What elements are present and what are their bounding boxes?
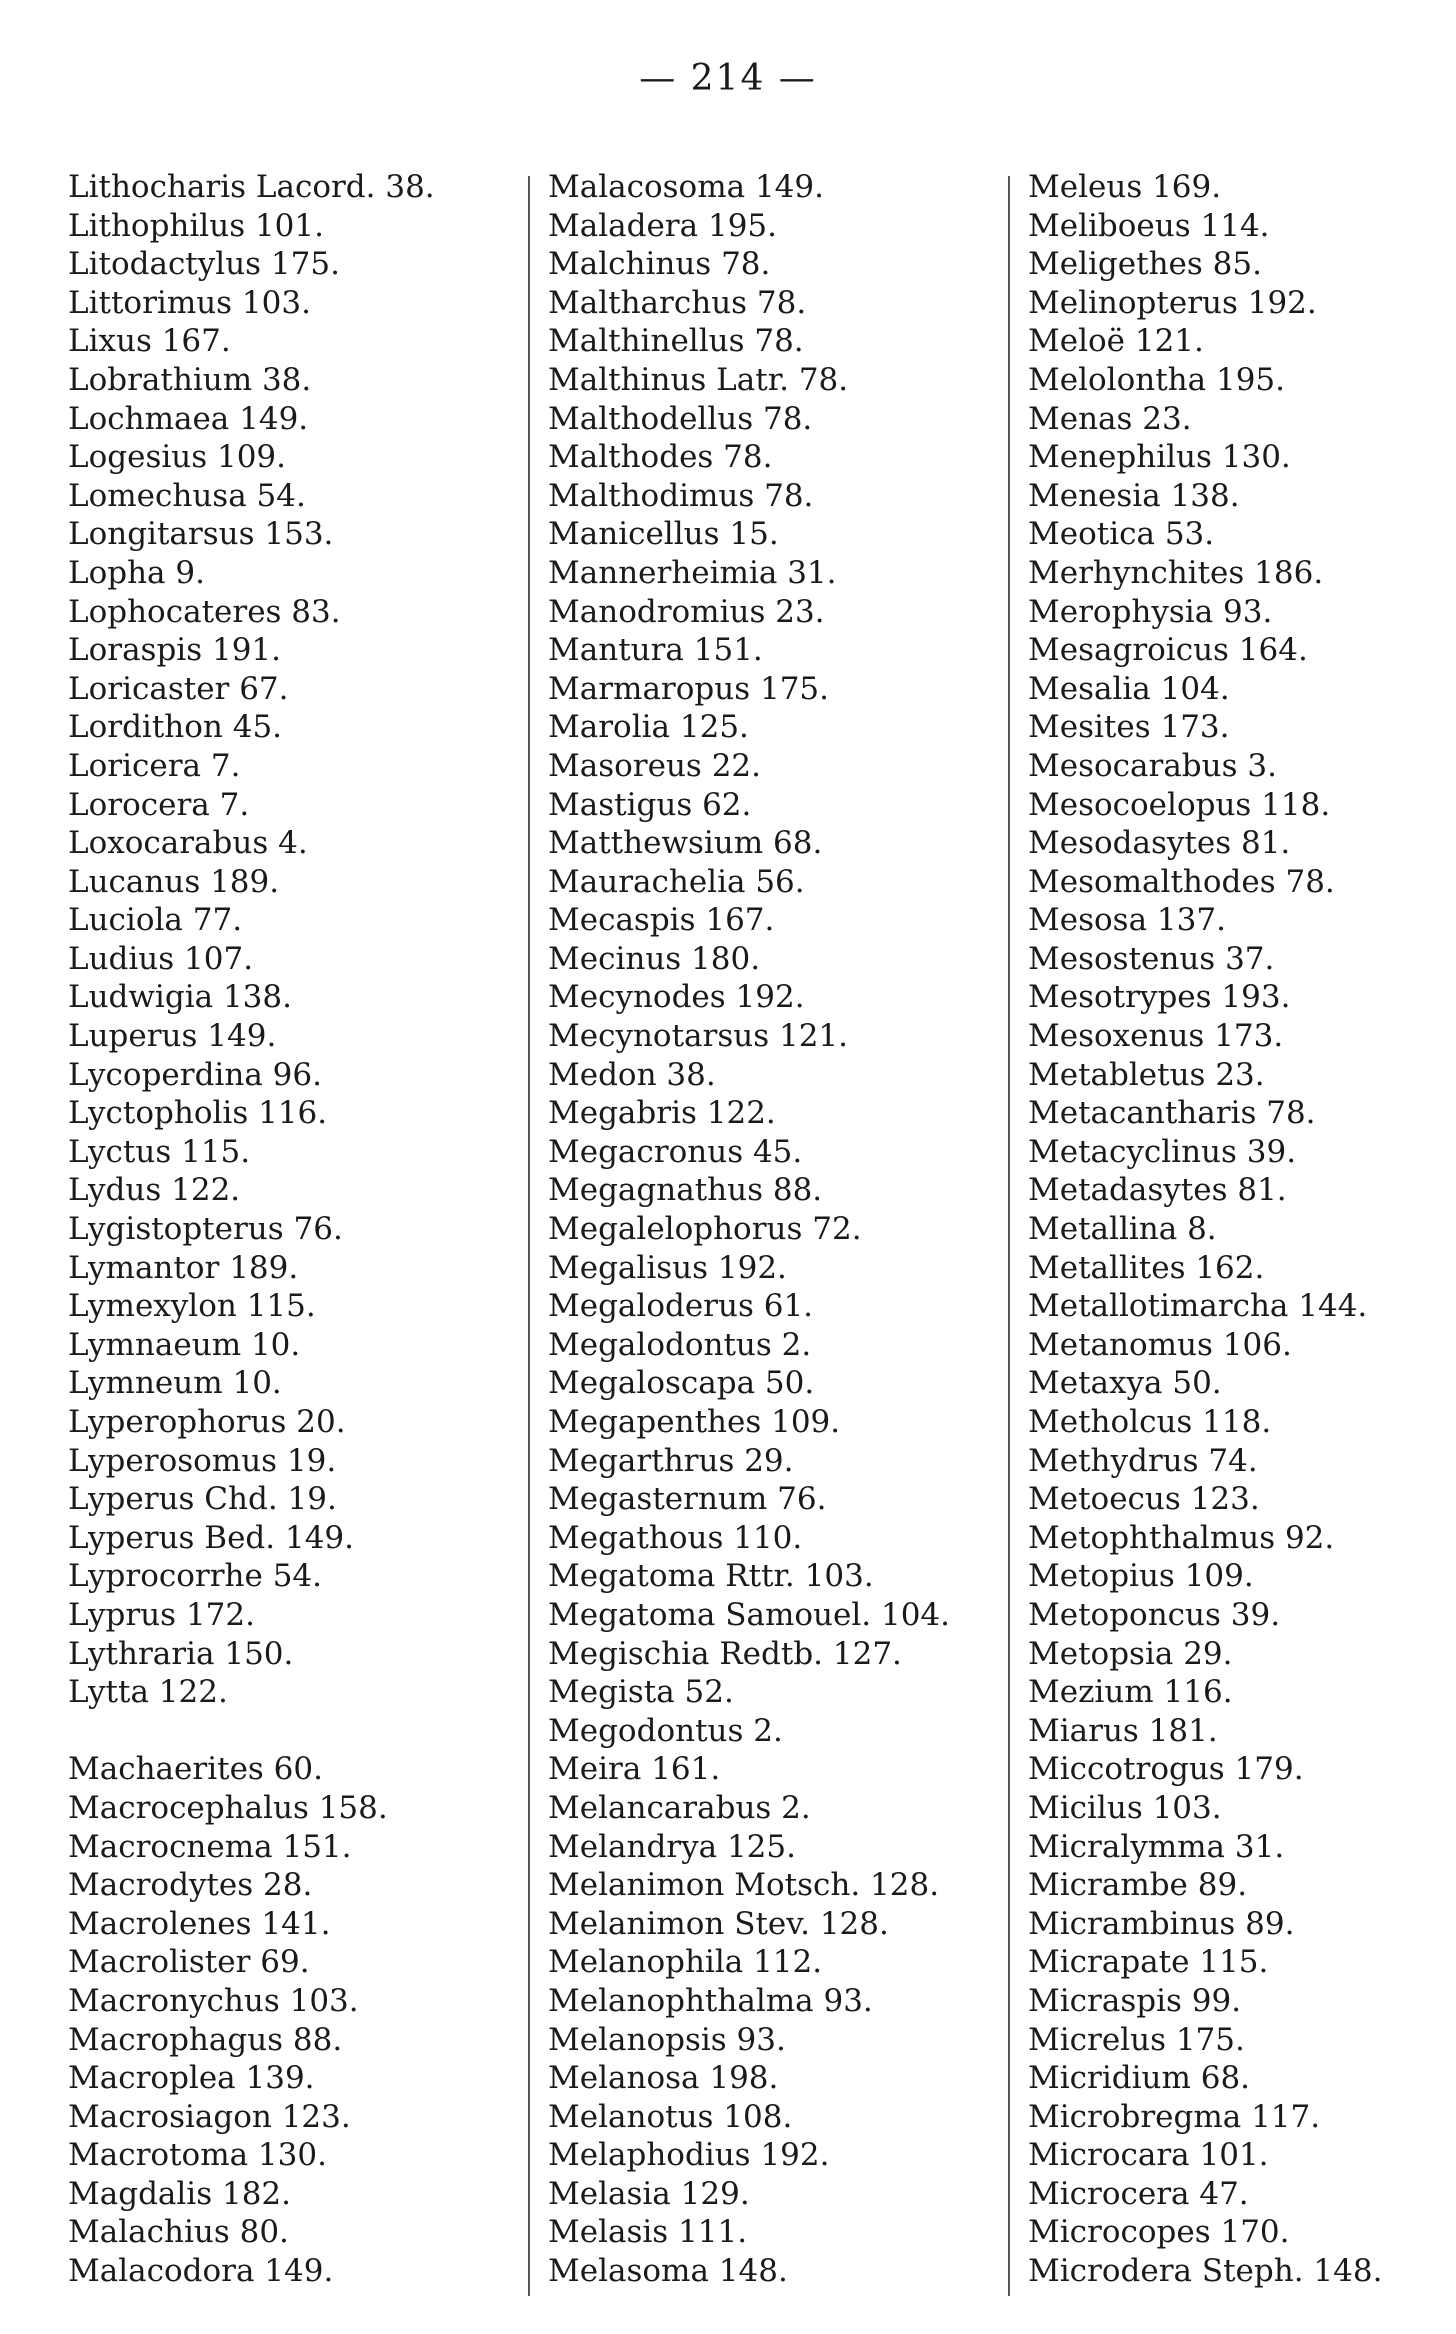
index-entry: Lixus 167. bbox=[68, 323, 231, 360]
index-entry: Manicellus 15. bbox=[548, 516, 779, 553]
index-entry: Loricera 7. bbox=[68, 747, 241, 784]
index-entry: Megista 52. bbox=[548, 1674, 734, 1711]
index-entry: Metacantharis 78. bbox=[1028, 1095, 1316, 1132]
index-entry: Macrosiagon 123. bbox=[68, 2098, 351, 2135]
index-entry: Lomechusa 54. bbox=[68, 477, 306, 514]
index-entry: Micrambe 89. bbox=[1028, 1867, 1248, 1904]
index-entry: Meleus 169. bbox=[1028, 169, 1222, 205]
index-entry: Lymexylon 115. bbox=[68, 1288, 316, 1325]
index-entry: Lygistopterus 76. bbox=[68, 1211, 343, 1248]
index-entry: Metoecus 123. bbox=[1028, 1481, 1260, 1518]
index-entry: Meloë 121. bbox=[1028, 323, 1204, 360]
index-entry: Mesodasytes 81. bbox=[1028, 825, 1291, 862]
index-entry: Micridium 68. bbox=[1028, 2060, 1251, 2097]
index-entry: Macrolister 69. bbox=[68, 1944, 310, 1981]
index-entry: Lophocateres 83. bbox=[68, 593, 341, 630]
index-entry: Lobrathium 38. bbox=[68, 361, 312, 398]
index-entry: Melanotus 108. bbox=[548, 2098, 793, 2135]
index-column-2 bbox=[548, 168, 950, 2291]
index-entry: Lymnaeum 10. bbox=[68, 1326, 301, 1363]
index-entry: Micralymma 31. bbox=[1028, 1828, 1285, 1865]
index-entry: Mesoxenus 173. bbox=[1028, 1018, 1284, 1055]
index-entry: Microcara 101. bbox=[1028, 2137, 1269, 2174]
index-entry: Metabletus 23. bbox=[1028, 1056, 1265, 1093]
index-entry: Metallina 8. bbox=[1028, 1211, 1217, 1248]
index-entry: Metacyclinus 39. bbox=[1028, 1133, 1297, 1170]
index-entry: Mecaspis 167. bbox=[548, 902, 775, 939]
index-entry: Mesomalthodes 78. bbox=[1028, 863, 1335, 900]
index-entry: Machaerites 60. bbox=[68, 1751, 323, 1788]
index-entry: Meligethes 85. bbox=[1028, 246, 1262, 283]
index-entry: Merhynchites 186. bbox=[1028, 554, 1324, 591]
index-entry: Megarthrus 29. bbox=[548, 1442, 794, 1479]
index-entry: Metaxya 50. bbox=[1028, 1365, 1222, 1402]
index-entry: Loricaster 67. bbox=[68, 670, 289, 707]
index-entry: Miarus 181. bbox=[1028, 1712, 1218, 1749]
index-entry: Ludius 107. bbox=[68, 940, 254, 977]
index-entry: Macroplea 139. bbox=[68, 2060, 315, 2097]
index-entry: Ludwigia 138. bbox=[68, 979, 292, 1016]
index-entry: Malthinellus 78. bbox=[548, 323, 804, 360]
index-entry: Lydus 122. bbox=[68, 1172, 241, 1209]
index-entry: Melanimon Motsch. 128. bbox=[548, 1867, 940, 1904]
index-entry: Maltharchus 78. bbox=[548, 284, 807, 321]
index-entry: Megacronus 45. bbox=[548, 1133, 803, 1170]
index-entry: Macrocephalus 158. bbox=[68, 1789, 388, 1826]
index-entry: Mesosa 137. bbox=[1028, 902, 1226, 939]
index-entry: Micrapate 115. bbox=[1028, 1944, 1269, 1981]
index-entry: Lochmaea 149. bbox=[68, 400, 309, 437]
index-entry: Lythraria 150. bbox=[68, 1635, 294, 1672]
index-entry: Melanophila 112. bbox=[548, 1944, 823, 1981]
column-rule-1 bbox=[528, 176, 530, 2296]
index-entry: Melaphodius 192. bbox=[548, 2137, 830, 2174]
index-entry: Lytta 122. bbox=[68, 1674, 228, 1711]
index-entry: Littorimus 103. bbox=[68, 284, 311, 321]
index-entry: Mezium 116. bbox=[1028, 1674, 1233, 1711]
index-entry: Meira 161. bbox=[548, 1751, 721, 1788]
index-entry: Lyperus Bed. 149. bbox=[68, 1519, 354, 1556]
index-entry: Lyctopholis 116. bbox=[68, 1095, 328, 1132]
index-entry: Longitarsus 153. bbox=[68, 516, 334, 553]
index-entry: Macrotoma 130. bbox=[68, 2137, 327, 2174]
index-entry: Magdalis 182. bbox=[68, 2175, 292, 2212]
index-entry: Megischia Redtb. 127. bbox=[548, 1635, 902, 1672]
index-entry: Megapenthes 109. bbox=[548, 1404, 841, 1440]
index-entry: Megatoma Rttr. 103. bbox=[548, 1558, 874, 1595]
index-entry: Mantura 151. bbox=[548, 632, 763, 669]
index-entry: Lithocharis Lacord. 38. bbox=[68, 169, 435, 205]
index-entry: Melasia 129. bbox=[548, 2175, 750, 2212]
index-entry: Megaloscapa 50. bbox=[548, 1365, 815, 1402]
page-number: — 214 — bbox=[639, 58, 817, 99]
index-entry: Microcopes 170. bbox=[1028, 2214, 1290, 2251]
index-entry: Merophysia 93. bbox=[1028, 593, 1273, 630]
index-entry: Lyperophorus 20. bbox=[68, 1404, 346, 1440]
index-entry: Macrolenes 141. bbox=[68, 1905, 331, 1942]
index-entry: Melandrya 125. bbox=[548, 1828, 796, 1865]
index-entry: Lymneum 10. bbox=[68, 1365, 282, 1402]
index-entry: Macrodytes 28. bbox=[68, 1867, 313, 1904]
index-entry: Metallotimarcha 144. bbox=[1028, 1288, 1368, 1325]
index-entry: Matthewsium 68. bbox=[548, 825, 823, 862]
index-entry: Micrelus 175. bbox=[1028, 2021, 1245, 2058]
index-entry: Megatoma Samouel. 104. bbox=[548, 1596, 951, 1633]
index-entry: Melanophthalma 93. bbox=[548, 1982, 873, 2019]
index-entry: Mecynodes 192. bbox=[548, 979, 805, 1016]
index-entry bbox=[68, 1712, 435, 1751]
index-entry: Lucanus 189. bbox=[68, 863, 280, 900]
index-entry: Lorocera 7. bbox=[68, 786, 250, 823]
index-entry: Metopsia 29. bbox=[1028, 1635, 1233, 1672]
index-entry: Maurachelia 56. bbox=[548, 863, 805, 900]
index-entry: Lordithon 45. bbox=[68, 709, 283, 746]
index-entry: Micrambinus 89. bbox=[1028, 1905, 1295, 1942]
index-entry: Litodactylus 175. bbox=[68, 246, 340, 283]
index-entry: Maladera 195. bbox=[548, 207, 777, 244]
index-entry: Meliboeus 114. bbox=[1028, 207, 1270, 244]
index-entry: Micilus 103. bbox=[1028, 1789, 1222, 1826]
index-entry: Mesalia 104. bbox=[1028, 670, 1230, 707]
index-column-1 bbox=[68, 168, 435, 2291]
index-entry: Mecinus 180. bbox=[548, 940, 761, 977]
index-entry: Lithophilus 101. bbox=[68, 207, 324, 244]
index-entry: Melancarabus 2. bbox=[548, 1789, 811, 1826]
index-entry: Megasternum 76. bbox=[548, 1481, 827, 1518]
index-entry: Mastigus 62. bbox=[548, 786, 752, 823]
index-entry: Malthodimus 78. bbox=[548, 477, 814, 514]
index-entry: Malchinus 78. bbox=[548, 246, 771, 283]
index-entry: Macrocnema 151. bbox=[68, 1828, 352, 1865]
index-entry: Megalelophorus 72. bbox=[548, 1211, 862, 1248]
index-entry: Melolontha 195. bbox=[1028, 361, 1285, 398]
index-entry: Loraspis 191. bbox=[68, 632, 282, 669]
index-entry: Lyperosomus 19. bbox=[68, 1442, 337, 1479]
index-entry: Microcera 47. bbox=[1028, 2175, 1249, 2212]
index-entry: Megodontus 2. bbox=[548, 1712, 783, 1749]
index-entry: Mesites 173. bbox=[1028, 709, 1230, 746]
index-entry: Micraspis 99. bbox=[1028, 1982, 1242, 2019]
index-entry: Lyctus 115. bbox=[68, 1133, 251, 1170]
index-entry: Marmaropus 175. bbox=[548, 670, 829, 707]
index-entry: Lymantor 189. bbox=[68, 1249, 299, 1286]
index-column-3 bbox=[1028, 168, 1382, 2291]
index-entry: Menas 23. bbox=[1028, 400, 1192, 437]
index-entry: Metholcus 118. bbox=[1028, 1404, 1272, 1440]
index-entry: Mecynotarsus 121. bbox=[548, 1018, 849, 1055]
index-entry: Metophthalmus 92. bbox=[1028, 1519, 1335, 1556]
index-entry: Lopha 9. bbox=[68, 554, 205, 591]
index-entry: Luciola 77. bbox=[68, 902, 243, 939]
index-entry: Megagnathus 88. bbox=[548, 1172, 823, 1209]
index-entry: Lyprus 172. bbox=[68, 1596, 255, 1633]
index-entry: Macronychus 103. bbox=[68, 1982, 359, 2019]
index-entry: Mesotrypes 193. bbox=[1028, 979, 1291, 1016]
index-entry: Lyprocorrhe 54. bbox=[68, 1558, 323, 1595]
index-entry: Metoponcus 39. bbox=[1028, 1596, 1281, 1633]
index-entry: Metadasytes 81. bbox=[1028, 1172, 1287, 1209]
index-entry: Megalodontus 2. bbox=[548, 1326, 812, 1363]
index-entry: Logesius 109. bbox=[68, 439, 287, 476]
index-entry: Microbregma 117. bbox=[1028, 2098, 1321, 2135]
index-entry: Melanosa 198. bbox=[548, 2060, 779, 2097]
index-entry: Medon 38. bbox=[548, 1056, 716, 1093]
index-entry: Malthinus Latr. 78. bbox=[548, 361, 849, 398]
index-entry: Metanomus 106. bbox=[1028, 1326, 1292, 1363]
index-entry: Meotica 53. bbox=[1028, 516, 1215, 553]
index-entry: Marolia 125. bbox=[548, 709, 749, 746]
index-entry: Microdera Steph. 148. bbox=[1028, 2253, 1383, 2290]
index-entry: Menephilus 130. bbox=[1028, 439, 1291, 476]
index-entry: Mesostenus 37. bbox=[1028, 940, 1275, 977]
index-entry: Macrophagus 88. bbox=[68, 2021, 343, 2058]
column-rule-2 bbox=[1008, 176, 1010, 2296]
index-entry: Masoreus 22. bbox=[548, 747, 761, 784]
index-entry: Malthodes 78. bbox=[548, 439, 773, 476]
index-entry: Methydrus 74. bbox=[1028, 1442, 1258, 1479]
index-entry: Melasis 111. bbox=[548, 2214, 748, 2251]
index-entry: Melanimon Stev. 128. bbox=[548, 1905, 889, 1942]
index-entry: Megaloderus 61. bbox=[548, 1288, 814, 1325]
index-entry: Megabris 122. bbox=[548, 1095, 776, 1132]
index-entry: Metallites 162. bbox=[1028, 1249, 1265, 1286]
index-entry: Mesocarabus 3. bbox=[1028, 747, 1277, 784]
index-entry: Melinopterus 192. bbox=[1028, 284, 1317, 321]
index-entry: Megathous 110. bbox=[548, 1519, 803, 1556]
index-entry: Luperus 149. bbox=[68, 1018, 277, 1055]
index-entry: Mesagroicus 164. bbox=[1028, 632, 1308, 669]
index-entry: Malachius 80. bbox=[68, 2214, 289, 2251]
index-entry: Melasoma 148. bbox=[548, 2253, 788, 2290]
index-entry: Melanopsis 93. bbox=[548, 2021, 786, 2058]
index-entry: Metopius 109. bbox=[1028, 1558, 1254, 1595]
index-entry: Menesia 138. bbox=[1028, 477, 1240, 514]
index-entry: Manodromius 23. bbox=[548, 593, 825, 630]
index-entry: Megalisus 192. bbox=[548, 1249, 787, 1286]
index-entry: Mesocoelopus 118. bbox=[1028, 786, 1331, 823]
index-entry: Mannerheimia 31. bbox=[548, 554, 837, 591]
index-entry: Lyperus Chd. 19. bbox=[68, 1481, 337, 1518]
index-entry: Loxocarabus 4. bbox=[68, 825, 308, 862]
index-entry: Malthodellus 78. bbox=[548, 400, 813, 437]
index-entry: Malacodora 149. bbox=[68, 2253, 334, 2290]
index-entry: Miccotrogus 179. bbox=[1028, 1751, 1304, 1788]
index-entry: Lycoperdina 96. bbox=[68, 1056, 322, 1093]
index-entry: Malacosoma 149. bbox=[548, 169, 824, 205]
